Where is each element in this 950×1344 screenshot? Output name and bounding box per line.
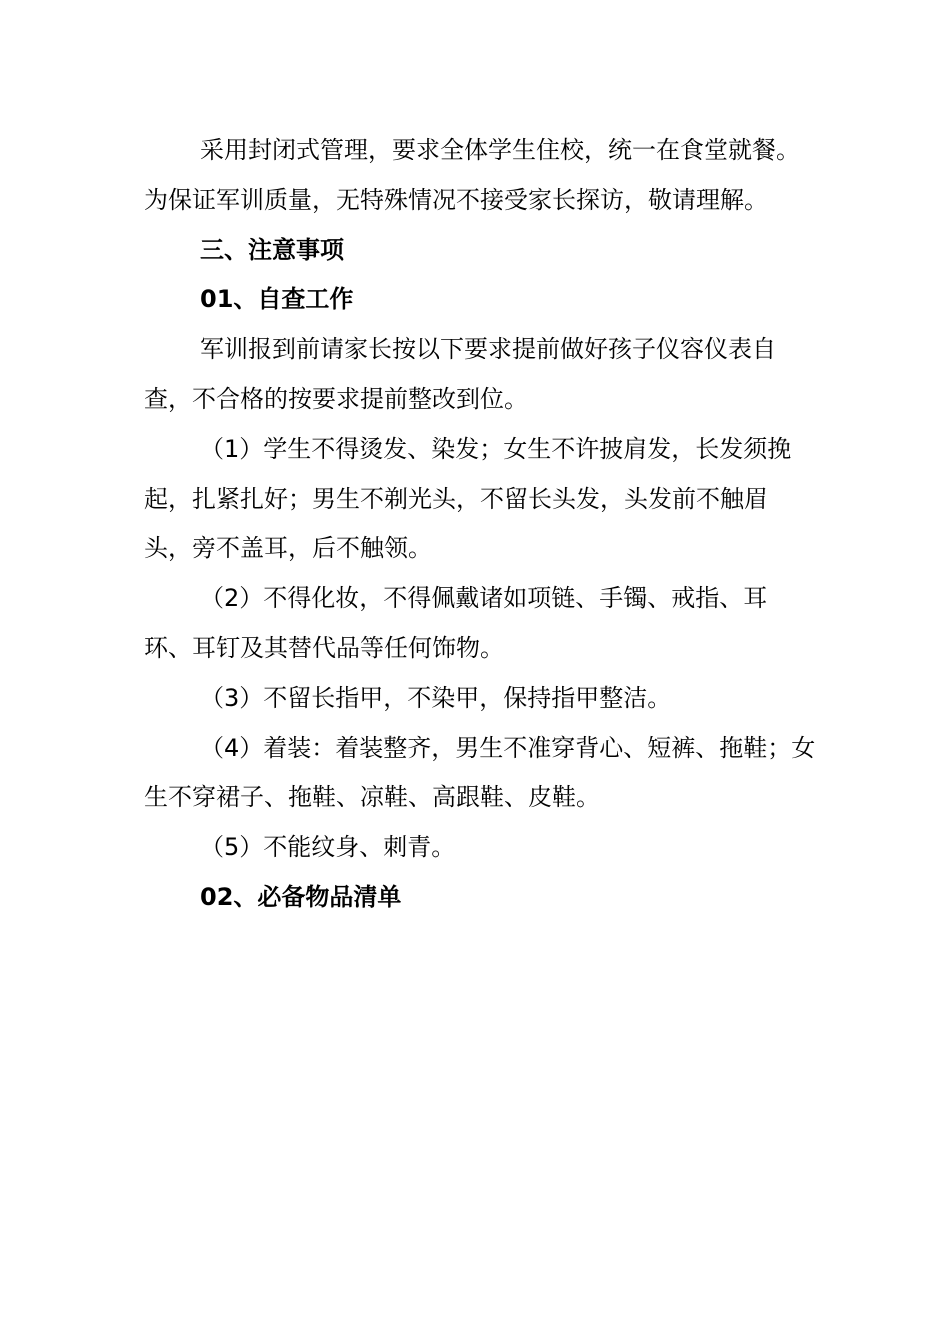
paragraph-rule-clothing: （4）着装：着装整齐，男生不准穿背心、短裤、拖鞋；女生不穿裙子、拖鞋、凉鞋、高跟鞋、皮鞋。 xyxy=(144,733,816,812)
document-body xyxy=(144,126,816,923)
paragraph-rule-makeup: （2）不得化妆，不得佩戴诸如项链、手镯、戒指、耳环、耳钉及其替代品等任何饰物。 xyxy=(144,584,768,662)
section-heading-notes: 三、注意事项 xyxy=(200,235,344,264)
paragraph-rule-tattoo: （5）不能纹身、刺青。 xyxy=(200,833,456,862)
subheading-required-items: 02、必备物品清单 xyxy=(200,882,402,911)
subheading-self-check: 01、自查工作 xyxy=(200,285,354,314)
paragraph-rule-nails: （3）不留长指甲，不染甲，保持指甲整洁。 xyxy=(200,683,672,712)
paragraph-rule-hair: （1）学生不得烫发、染发；女生不许披肩发，长发须挽起，扎紧扎好；男生不剃光头，不留长头发，头发前不触眉头，旁不盖耳，后不触领。 xyxy=(144,434,792,563)
paragraph-closed-management: 采用封闭式管理，要求全体学生住校，统一在食堂就餐。为保证军训质量，无特殊情况不接受家长探访，敬请理解。 xyxy=(144,136,800,214)
paragraph-self-check-intro: 军训报到前请家长按以下要求提前做好孩子仪容仪表自查，不合格的按要求提前整改到位。 xyxy=(144,335,776,413)
